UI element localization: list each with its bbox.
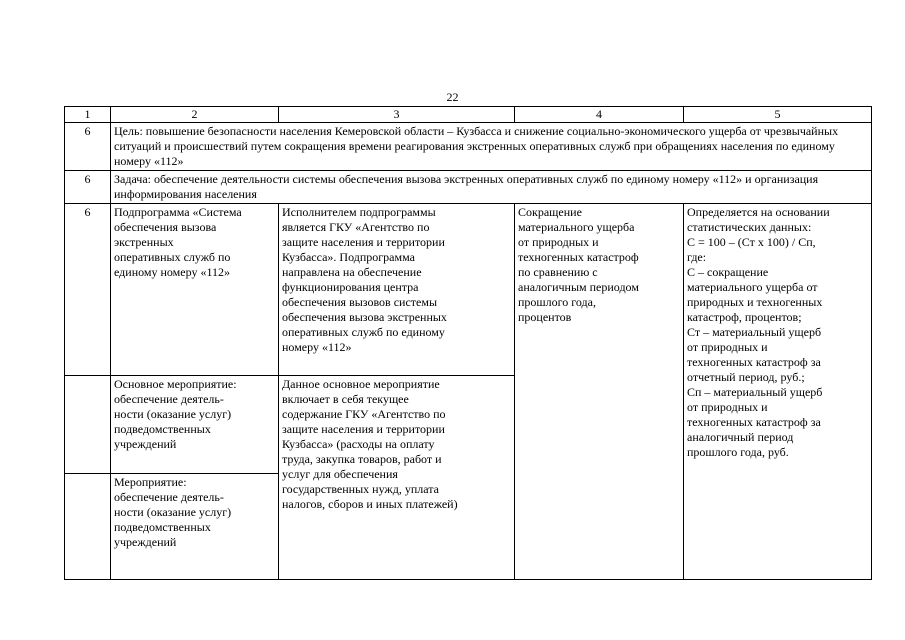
task-text: Задача: обеспечение деятельности системы обеспечения вызова экстренных оперативных служб по единому номеру «112» и организация информирования населения (111, 171, 872, 204)
page-number: 22 (446, 90, 459, 104)
header-cell: 3 (279, 107, 515, 123)
goal-text: Цель: повышение безопасности населения Кемеровской области – Кузбасса и снижение социально-экономического ущерба от чрезвычайных ситуаций и происшествий путем сокращения времени реагирования экстренных оперативных служб при обращениях населения по единому номеру «112» (111, 123, 872, 171)
row-number: 6 (65, 171, 111, 204)
goal-row (65, 123, 872, 171)
header-cell: 4 (515, 107, 684, 123)
empty-cell (65, 376, 111, 474)
indicator-name: Сокращение материального ущерба от природных и техногенных катастроф по сравнению с аналогичным периодом прошлого года, процентов (515, 204, 684, 580)
subprogram-description: Исполнителем подпрограммы является ГКУ «Агентство по защите населения и территории Кузбасса». Подпрограмма направлена на обеспечение функционирования центра обеспечения вызовов системы обеспечения вызова экстренных оперативных служб по единому номеру «112» (279, 204, 515, 376)
empty-cell (65, 474, 111, 580)
header-cell: 5 (684, 107, 872, 123)
subprogram-row (65, 204, 872, 376)
calculation-method: Определяется на основании статистических данных: С = 100 – (Ст х 100) / Сп, где: С – сокращение материального ущерба от природных и техногенных катастроф, процентов; Ст – материальный ущерб от природных и техногенных катастроф за отчетный период, руб.; Сп – материальный ущерб от природных и техногенных катастроф за аналогичный период прошлого года, руб. (684, 204, 872, 580)
header-cell: 2 (111, 107, 279, 123)
row-number: 6 (65, 204, 111, 376)
header-cell: 1 (65, 107, 111, 123)
task-row (65, 171, 872, 204)
event-name: Мероприятие: обеспечение деятель- ности (оказание услуг) подведомственных учреждений (111, 474, 279, 580)
header-row (65, 107, 872, 123)
main-event-description: Данное основное мероприятие включает в себя текущее содержание ГКУ «Агентство по защите населения и территории Кузбасса» (расходы на оплату труда, закупка товаров, работ и услуг для обеспечения государственных нужд, уплата налогов, сборов и иных платежей) (279, 376, 515, 580)
row-number: 6 (65, 123, 111, 171)
subprogram-name: Подпрограмма «Система обеспечения вызова экстренных оперативных служб по единому номеру «112» (111, 204, 279, 376)
program-table (64, 106, 872, 580)
main-event-name: Основное мероприятие: обеспечение деятель- ности (оказание услуг) подведомственных учреждений (111, 376, 279, 474)
